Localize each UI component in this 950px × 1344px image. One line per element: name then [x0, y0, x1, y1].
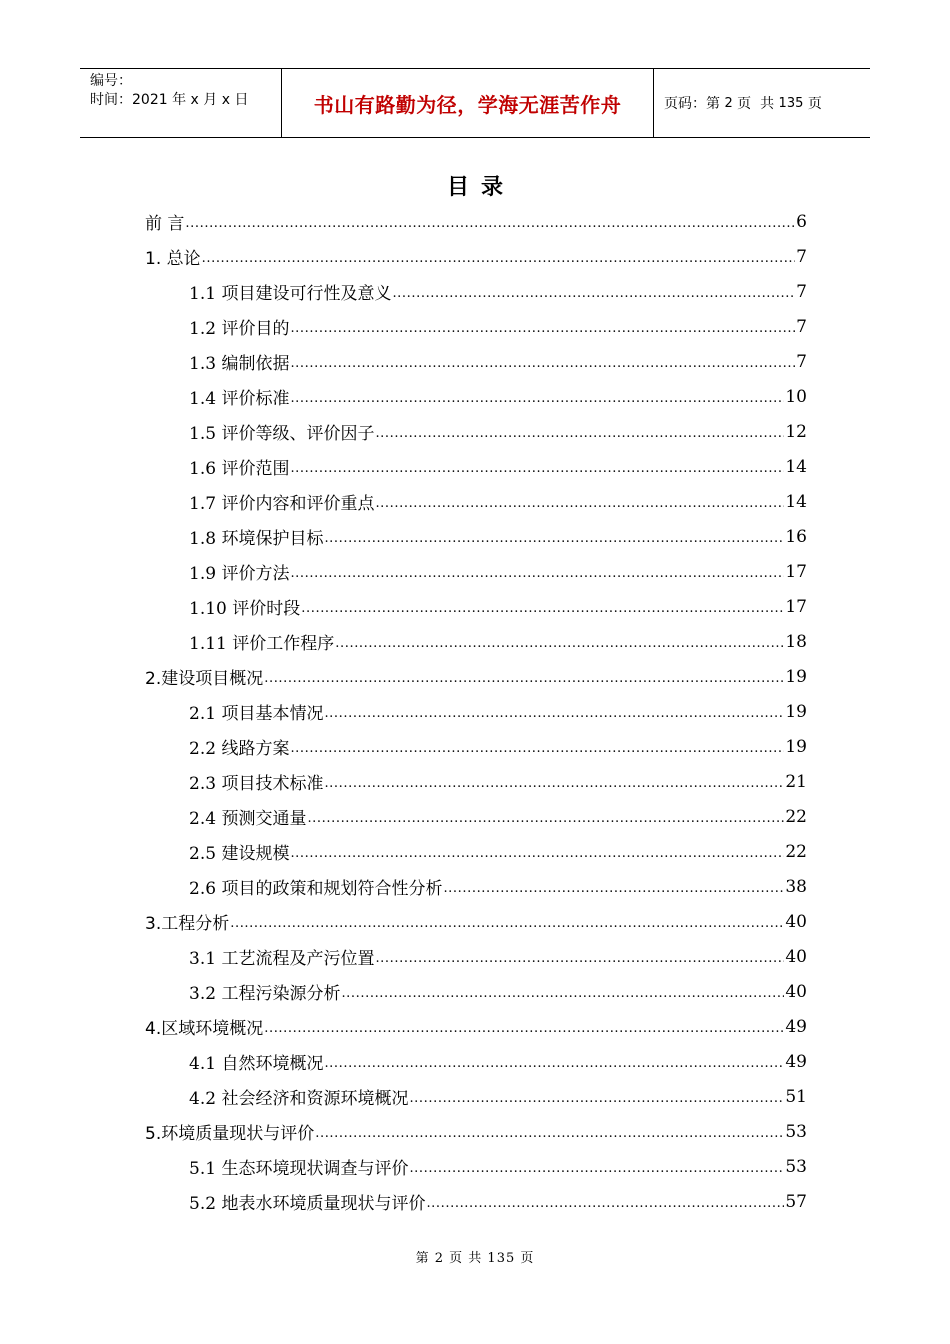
toc-entry[interactable] — [145, 554, 807, 589]
toc-entry-page-number: 19 — [785, 666, 807, 687]
toc-dot-leader — [443, 881, 784, 904]
toc-entry[interactable] — [145, 1184, 807, 1219]
toc-entry[interactable] — [145, 1079, 807, 1114]
toc-entry[interactable] — [145, 274, 807, 309]
toc-entry[interactable] — [145, 484, 807, 519]
toc-entry-label: 1.7 评价内容和评价重点 — [189, 494, 375, 514]
toc-dot-leader — [290, 321, 795, 344]
toc-dot-leader — [335, 636, 784, 659]
toc-dot-leader — [290, 461, 784, 484]
toc-entry-label: 1.10 评价时段 — [189, 599, 301, 619]
toc-dot-leader — [409, 1091, 784, 1114]
toc-entry[interactable] — [145, 729, 807, 764]
toc-entry-page-number: 49 — [785, 1016, 807, 1037]
toc-entry-page-number: 53 — [785, 1156, 807, 1177]
toc-entry-label: 2.建设项目概况 — [145, 669, 264, 689]
toc-entry-page-number: 19 — [785, 701, 807, 722]
toc-entry[interactable] — [145, 1009, 807, 1044]
toc-entry[interactable] — [145, 869, 807, 904]
toc-entry-label: 1.3 编制依据 — [189, 354, 290, 374]
toc-dot-leader — [392, 286, 795, 309]
toc-entry-label: 2.4 预测交通量 — [189, 809, 307, 829]
toc-entry-label: 3.1 工艺流程及产污位置 — [189, 949, 375, 969]
toc-dot-leader — [290, 846, 784, 869]
toc-dot-leader — [307, 811, 784, 834]
toc-entry-label: 5.2 地表水环境质量现状与评价 — [189, 1194, 426, 1214]
toc-dot-leader — [375, 496, 784, 519]
toc-dot-leader — [185, 216, 795, 239]
toc-entry-page-number: 40 — [785, 981, 807, 1002]
toc-entry-page-number: 17 — [785, 561, 807, 582]
page-suffix: 页 — [803, 96, 822, 112]
toc-entry-page-number: 18 — [785, 631, 807, 652]
toc-dot-leader — [324, 531, 784, 554]
toc-dot-leader — [301, 601, 784, 624]
toc-entry-page-number: 22 — [785, 841, 807, 862]
toc-entry-label: 1.9 评价方法 — [189, 564, 290, 584]
toc-entry-label: 前 言 — [145, 214, 185, 234]
toc-entry[interactable] — [145, 939, 807, 974]
toc-entry-page-number: 51 — [785, 1086, 807, 1107]
toc-entry-label: 3.2 工程污染源分析 — [189, 984, 341, 1004]
toc-entry[interactable] — [145, 834, 807, 869]
toc-dot-leader — [341, 986, 784, 1009]
toc-entry-page-number: 7 — [796, 246, 807, 267]
toc-dot-leader — [202, 251, 796, 274]
toc-dot-leader — [290, 566, 784, 589]
toc-entry[interactable] — [145, 1114, 807, 1149]
toc-dot-leader — [409, 1161, 784, 1184]
page-footer: 第 2 页 共 135 页 — [415, 1251, 535, 1266]
toc-entry-label: 2.6 项目的政策和规划符合性分析 — [189, 879, 443, 899]
toc-entry[interactable] — [145, 344, 807, 379]
toc-dot-leader — [290, 356, 795, 379]
toc-entry-label: 1.11 评价工作程序 — [189, 634, 335, 654]
toc-entry-page-number: 6 — [796, 211, 807, 232]
toc-dot-leader — [324, 1056, 784, 1079]
toc-entry[interactable] — [145, 694, 807, 729]
toc-entry[interactable] — [145, 1044, 807, 1079]
header-page-cell — [654, 69, 870, 137]
document-date-label: 时间：2021 年 x 月 x 日 — [90, 92, 249, 108]
toc-entry-label: 5.1 生态环境现状调查与评价 — [189, 1159, 409, 1179]
toc-entry-label: 1.1 项目建设可行性及意义 — [189, 284, 392, 304]
toc-entry[interactable] — [145, 519, 807, 554]
toc-entry-label: 1. 总论 — [145, 249, 201, 269]
toc-dot-leader — [290, 391, 784, 414]
toc-entry[interactable] — [145, 414, 807, 449]
toc-dot-leader — [324, 706, 784, 729]
page-header — [80, 68, 870, 138]
toc-entry-page-number: 21 — [785, 771, 807, 792]
header-meta-cell — [80, 69, 282, 137]
toc-entry-page-number: 40 — [785, 911, 807, 932]
toc-entry[interactable] — [145, 799, 807, 834]
toc-entry-label: 2.1 项目基本情况 — [189, 704, 324, 724]
toc-entry-page-number: 7 — [796, 351, 807, 372]
toc-entry-page-number: 38 — [785, 876, 807, 897]
toc-entry[interactable] — [145, 239, 807, 274]
toc-entry-page-number: 12 — [785, 421, 807, 442]
toc-entry-page-number: 14 — [785, 456, 807, 477]
page-mid: 页 共 — [732, 96, 779, 112]
toc-entry[interactable] — [145, 764, 807, 799]
toc-entry-page-number: 57 — [785, 1191, 807, 1212]
toc-entry[interactable] — [145, 204, 807, 239]
toc-entry[interactable] — [145, 624, 807, 659]
toc-entry-label: 1.8 环境保护目标 — [189, 529, 324, 549]
document-number-label: 编号： — [90, 73, 132, 89]
toc-title: 目录 — [446, 175, 515, 200]
toc-entry-page-number: 14 — [785, 491, 807, 512]
toc-entry-label: 1.6 评价范围 — [189, 459, 290, 479]
toc-entry[interactable] — [145, 1149, 807, 1184]
toc-entry[interactable] — [145, 309, 807, 344]
toc-entry-label: 2.3 项目技术标准 — [189, 774, 324, 794]
toc-dot-leader — [324, 776, 784, 799]
header-motto-cell — [282, 69, 654, 137]
toc-entry-label: 4.1 自然环境概况 — [189, 1054, 324, 1074]
toc-entry[interactable] — [145, 659, 807, 694]
header-motto: 书山有路勤为径，学海无涯苦作舟 — [313, 92, 622, 117]
toc-dot-leader — [375, 426, 784, 449]
toc-dot-leader — [264, 1021, 784, 1044]
toc-dot-leader — [375, 951, 784, 974]
toc-entry-label: 1.4 评价标准 — [189, 389, 290, 409]
toc-entry[interactable] — [145, 904, 807, 939]
toc-dot-leader — [230, 916, 784, 939]
toc-entry-page-number: 16 — [785, 526, 807, 547]
toc-entry-label: 4.2 社会经济和资源环境概况 — [189, 1089, 409, 1109]
toc-dot-leader — [264, 671, 784, 694]
toc-entry-label: 2.2 线路方案 — [189, 739, 290, 759]
toc-entry-page-number: 53 — [785, 1121, 807, 1142]
toc-entry-page-number: 7 — [796, 281, 807, 302]
page-prefix: 页码：第 — [664, 96, 725, 112]
toc-entry-page-number: 7 — [796, 316, 807, 337]
toc-entry-page-number: 10 — [785, 386, 807, 407]
toc-entry[interactable] — [145, 589, 807, 624]
toc-entry-label: 5.环境质量现状与评价 — [145, 1124, 315, 1144]
toc-entry-label: 2.5 建设规模 — [189, 844, 290, 864]
toc-dot-leader — [315, 1126, 784, 1149]
toc-entry-label: 4.区域环境概况 — [145, 1019, 264, 1039]
table-of-contents — [145, 204, 807, 1219]
page-current: 2 — [724, 95, 733, 111]
toc-entry-page-number: 40 — [785, 946, 807, 967]
toc-entry-page-number: 17 — [785, 596, 807, 617]
toc-entry-page-number: 19 — [785, 736, 807, 757]
toc-entry[interactable] — [145, 379, 807, 414]
toc-entry[interactable] — [145, 449, 807, 484]
toc-entry-label: 1.2 评价目的 — [189, 319, 290, 339]
toc-entry[interactable] — [145, 974, 807, 1009]
toc-dot-leader — [290, 741, 784, 764]
toc-entry-label: 1.5 评价等级、评价因子 — [189, 424, 375, 444]
toc-entry-page-number: 22 — [785, 806, 807, 827]
toc-entry-label: 3.工程分析 — [145, 914, 230, 934]
toc-dot-leader — [426, 1196, 784, 1219]
toc-entry-page-number: 49 — [785, 1051, 807, 1072]
page-total: 135 — [778, 95, 804, 111]
